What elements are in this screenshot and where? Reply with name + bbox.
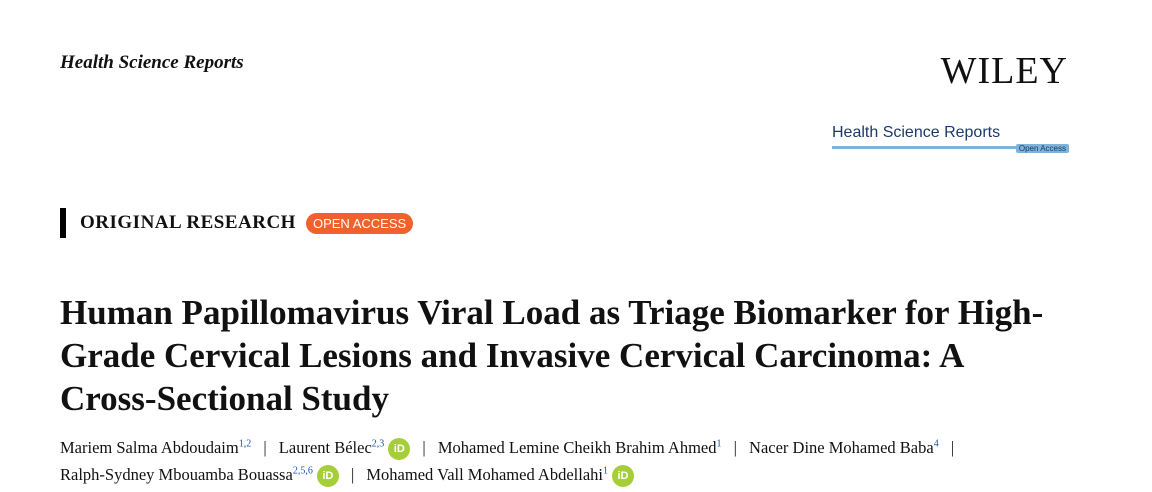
article-title: Human Papillomavirus Viral Load as Triage Biomarker for High-Grade Cervical Lesions and Invasive Cervical Carcinoma: A Cross-Sectional Study xyxy=(60,293,1044,418)
article-type-bar xyxy=(60,208,66,238)
orcid-icon[interactable]: iD xyxy=(317,465,339,487)
author-name[interactable]: Laurent Bélec xyxy=(278,437,372,457)
author[interactable] xyxy=(749,438,939,457)
author[interactable] xyxy=(438,438,722,457)
author-list xyxy=(60,432,1120,487)
author[interactable] xyxy=(279,438,411,457)
open-access-badge[interactable]: OPEN ACCESS xyxy=(306,213,413,234)
author-affiliation[interactable]: 2,5,6 xyxy=(292,465,313,477)
author[interactable] xyxy=(60,438,251,457)
journal-logo-badge: Open Access xyxy=(1016,144,1069,153)
orcid-icon[interactable]: iD xyxy=(388,438,410,460)
author-name[interactable]: Mariem Salma Abdoudaim xyxy=(60,437,239,457)
author-name[interactable]: Mohamed Vall Mohamed Abdellahi xyxy=(366,465,603,485)
journal-logo-text: Health Science Reports xyxy=(832,124,1001,141)
author-separator: | xyxy=(950,437,955,457)
journal-logo xyxy=(832,124,1069,153)
author-name[interactable]: Ralph-Sydney Mbouamba Bouassa xyxy=(60,465,293,485)
publisher-logo: WILEY xyxy=(940,50,1068,92)
author[interactable] xyxy=(60,465,339,484)
journal-name: Health Science Reports xyxy=(60,52,244,73)
author-name[interactable]: Mohamed Lemine Cheikh Brahim Ahmed xyxy=(437,437,717,457)
author-separator: | xyxy=(733,437,737,457)
author-separator: | xyxy=(422,437,426,457)
orcid-icon[interactable]: iD xyxy=(612,465,634,487)
author-name[interactable]: Nacer Dine Mohamed Baba xyxy=(749,437,934,457)
author-affiliation[interactable]: 2,3 xyxy=(371,438,385,449)
author-affiliation[interactable]: 1,2 xyxy=(238,438,252,449)
author-separator: | xyxy=(263,437,267,457)
author-affiliation[interactable]: 4 xyxy=(933,438,939,449)
author-affiliation[interactable]: 1 xyxy=(603,465,608,477)
author[interactable] xyxy=(366,465,634,484)
author-affiliation[interactable]: 1 xyxy=(716,438,722,449)
article-type-label: ORIGINAL RESEARCH xyxy=(80,212,296,233)
author-separator: | xyxy=(350,465,355,485)
article-type xyxy=(60,208,413,238)
